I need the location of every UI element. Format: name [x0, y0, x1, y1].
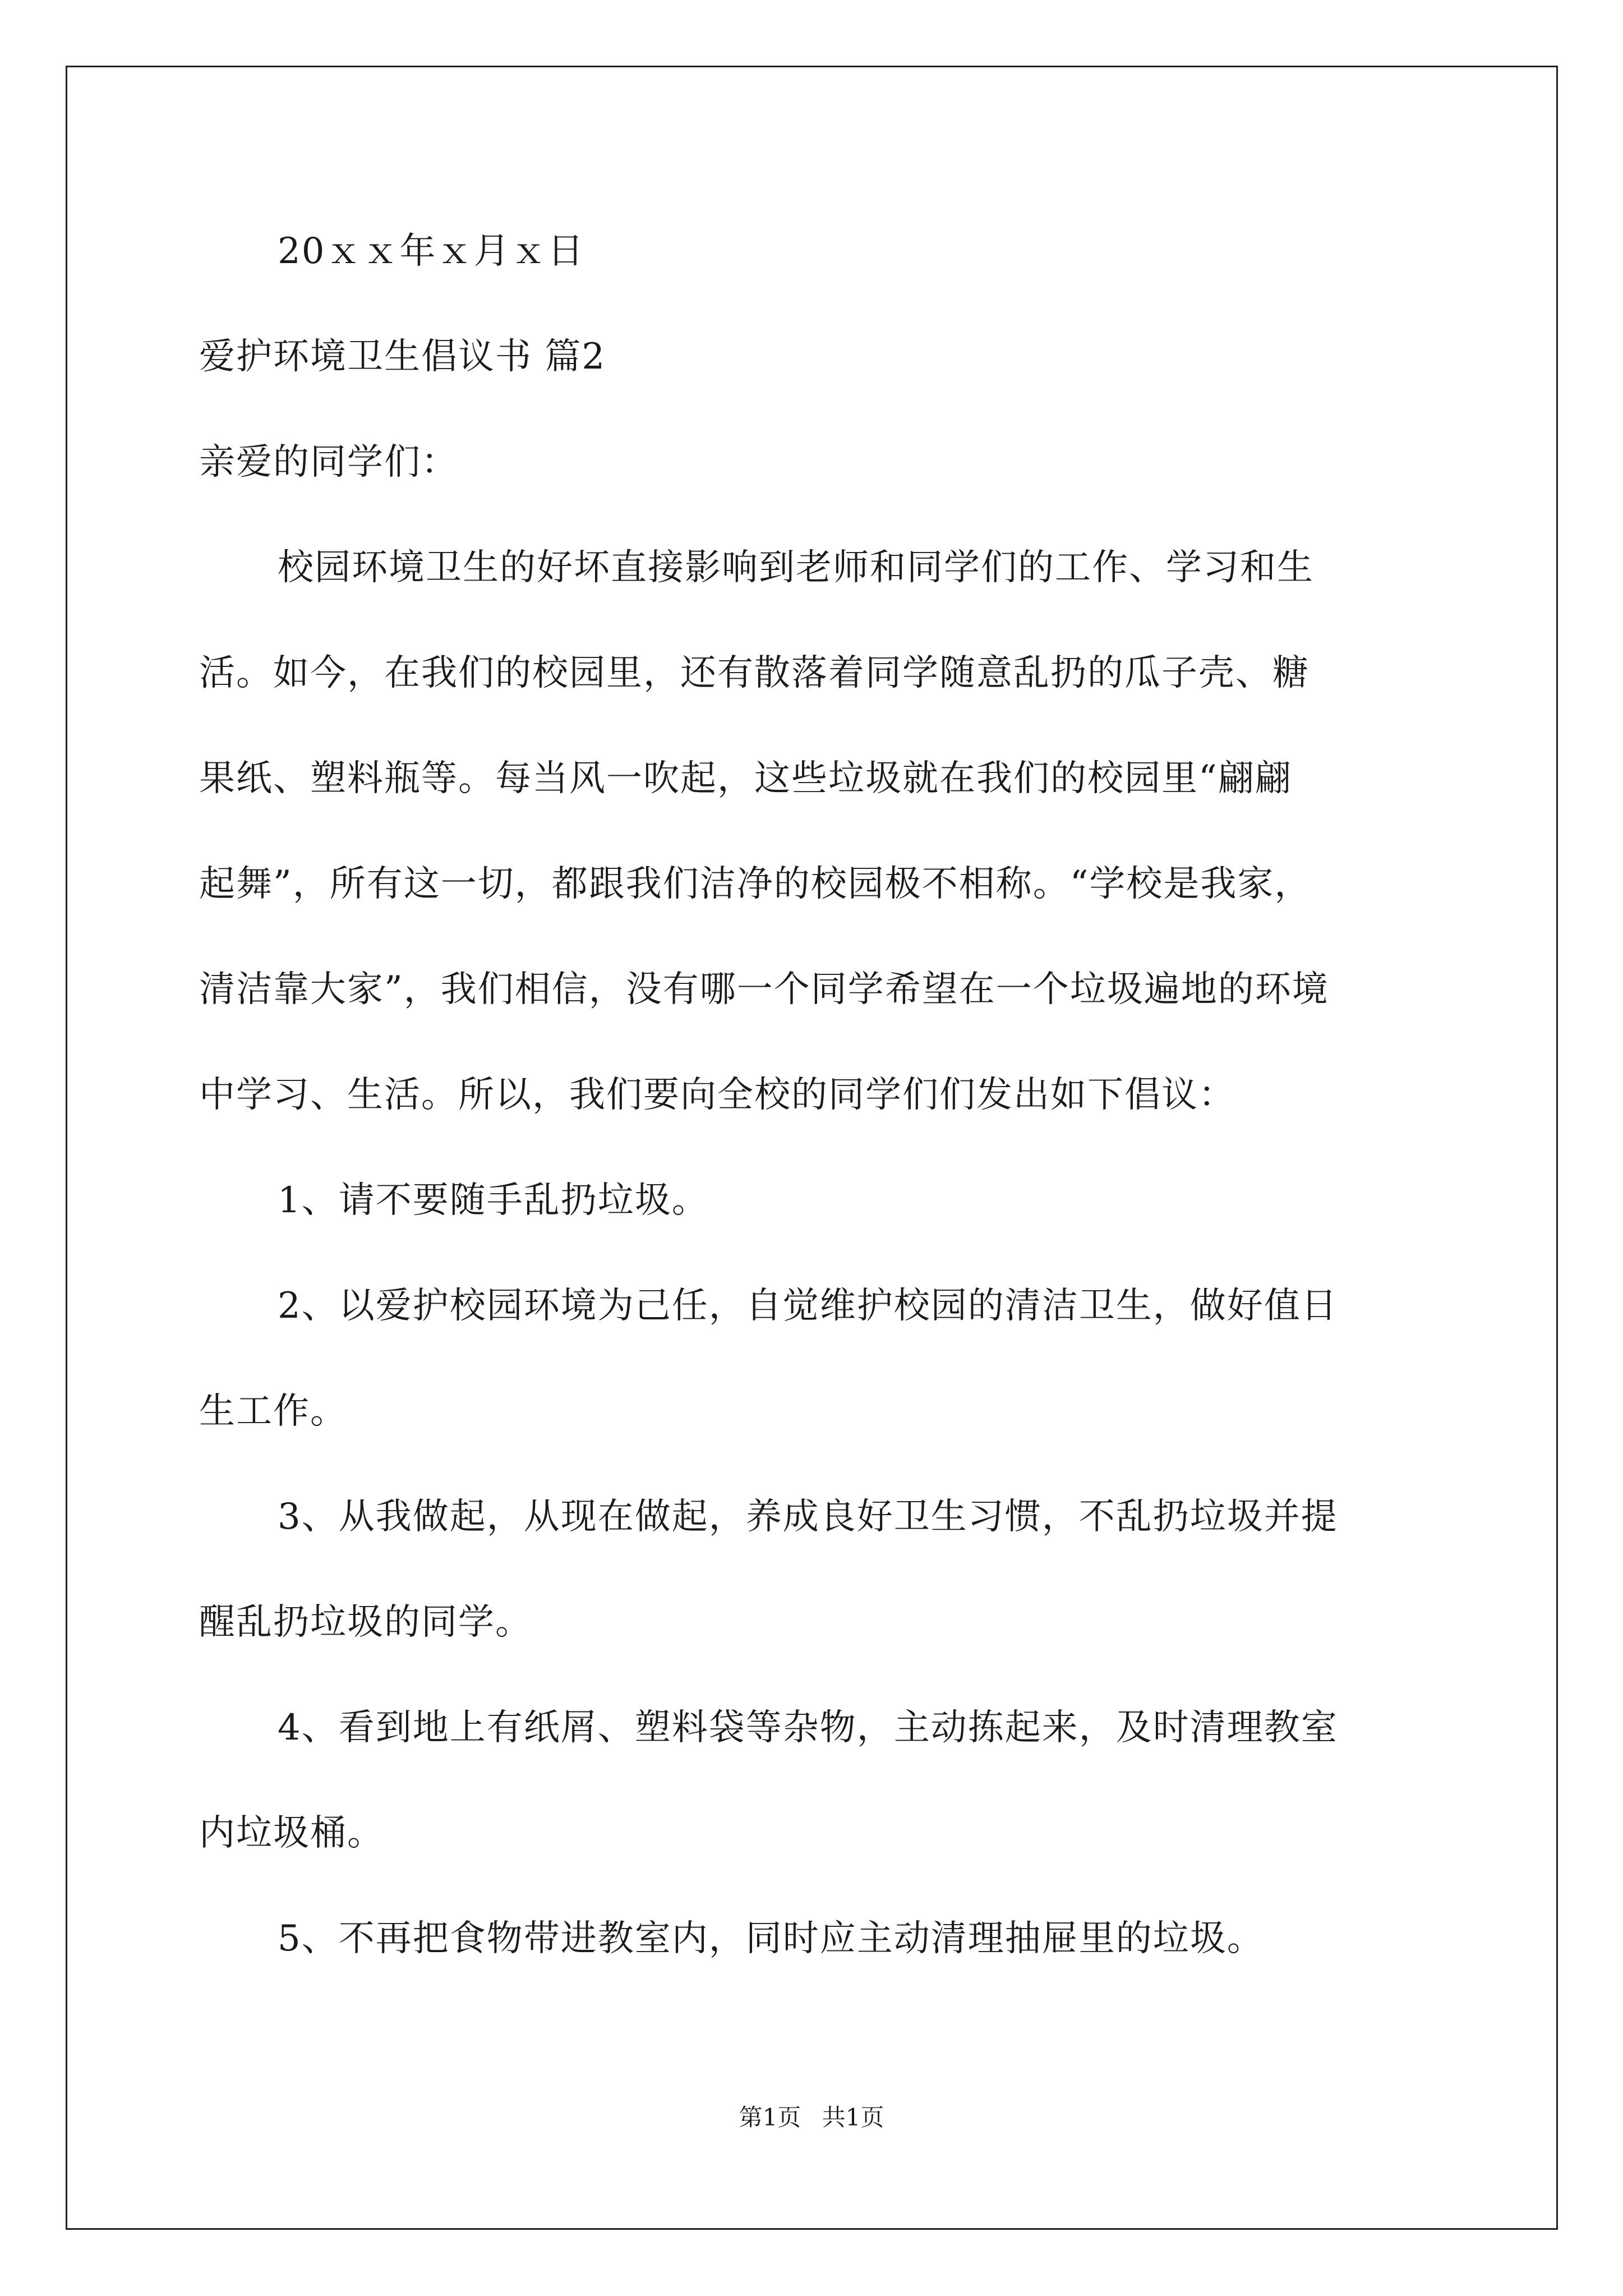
- page-current: 第1页: [739, 2104, 801, 2131]
- salutation: 亲爱的同学们：: [199, 441, 458, 483]
- body-line: 清洁靠大家”，我们相信，没有哪一个同学希望在一个垃圾遍地的环境: [199, 969, 1329, 1010]
- body-line: 活。如今，在我们的校园里，还有散落着同学随意乱扔的瓜子壳、糖: [199, 652, 1310, 694]
- page-total: 共1页: [822, 2104, 884, 2131]
- item-2: 2、以爱护校园环境为己任，自觉维护校园的清洁卫生，做好值日: [278, 1285, 1338, 1327]
- heading: 爱护环境卫生倡议书 篇2: [199, 336, 606, 378]
- item-4-continued: 内垃圾桶。: [199, 1812, 384, 1854]
- item-3: 3、从我做起，从现在做起，养成良好卫生习惯，不乱扔垃圾并提: [278, 1496, 1338, 1538]
- item-5: 5、不再把食物带进教室内，同时应主动清理抽屉里的垃圾。: [278, 1918, 1264, 1959]
- item-3-continued: 醒乱扔垃圾的同学。: [199, 1602, 532, 1643]
- body-line: 中学习、生活。所以，我们要向全校的同学们们发出如下倡议：: [199, 1074, 1235, 1116]
- item-1: 1、请不要随手乱扔垃圾。: [278, 1180, 709, 1221]
- body-line: 校园环境卫生的好坏直接影响到老师和同学们的工作、学习和生: [278, 547, 1314, 588]
- body-line: 果纸、塑料瓶等。每当风一吹起，这些垃圾就在我们的校园里“翩翩: [199, 758, 1292, 799]
- date-line: 20ｘｘ年ｘ月ｘ日: [278, 231, 585, 272]
- item-2-continued: 生工作。: [199, 1391, 347, 1432]
- page-footer: [0, 2102, 1623, 2133]
- page-border: [66, 66, 1558, 2230]
- body-line: 起舞”，所有这一切，都跟我们洁净的校园极不相称。“学校是我家，: [199, 863, 1312, 905]
- item-4: 4、看到地上有纸屑、塑料袋等杂物，主动拣起来，及时清理教室: [278, 1707, 1338, 1749]
